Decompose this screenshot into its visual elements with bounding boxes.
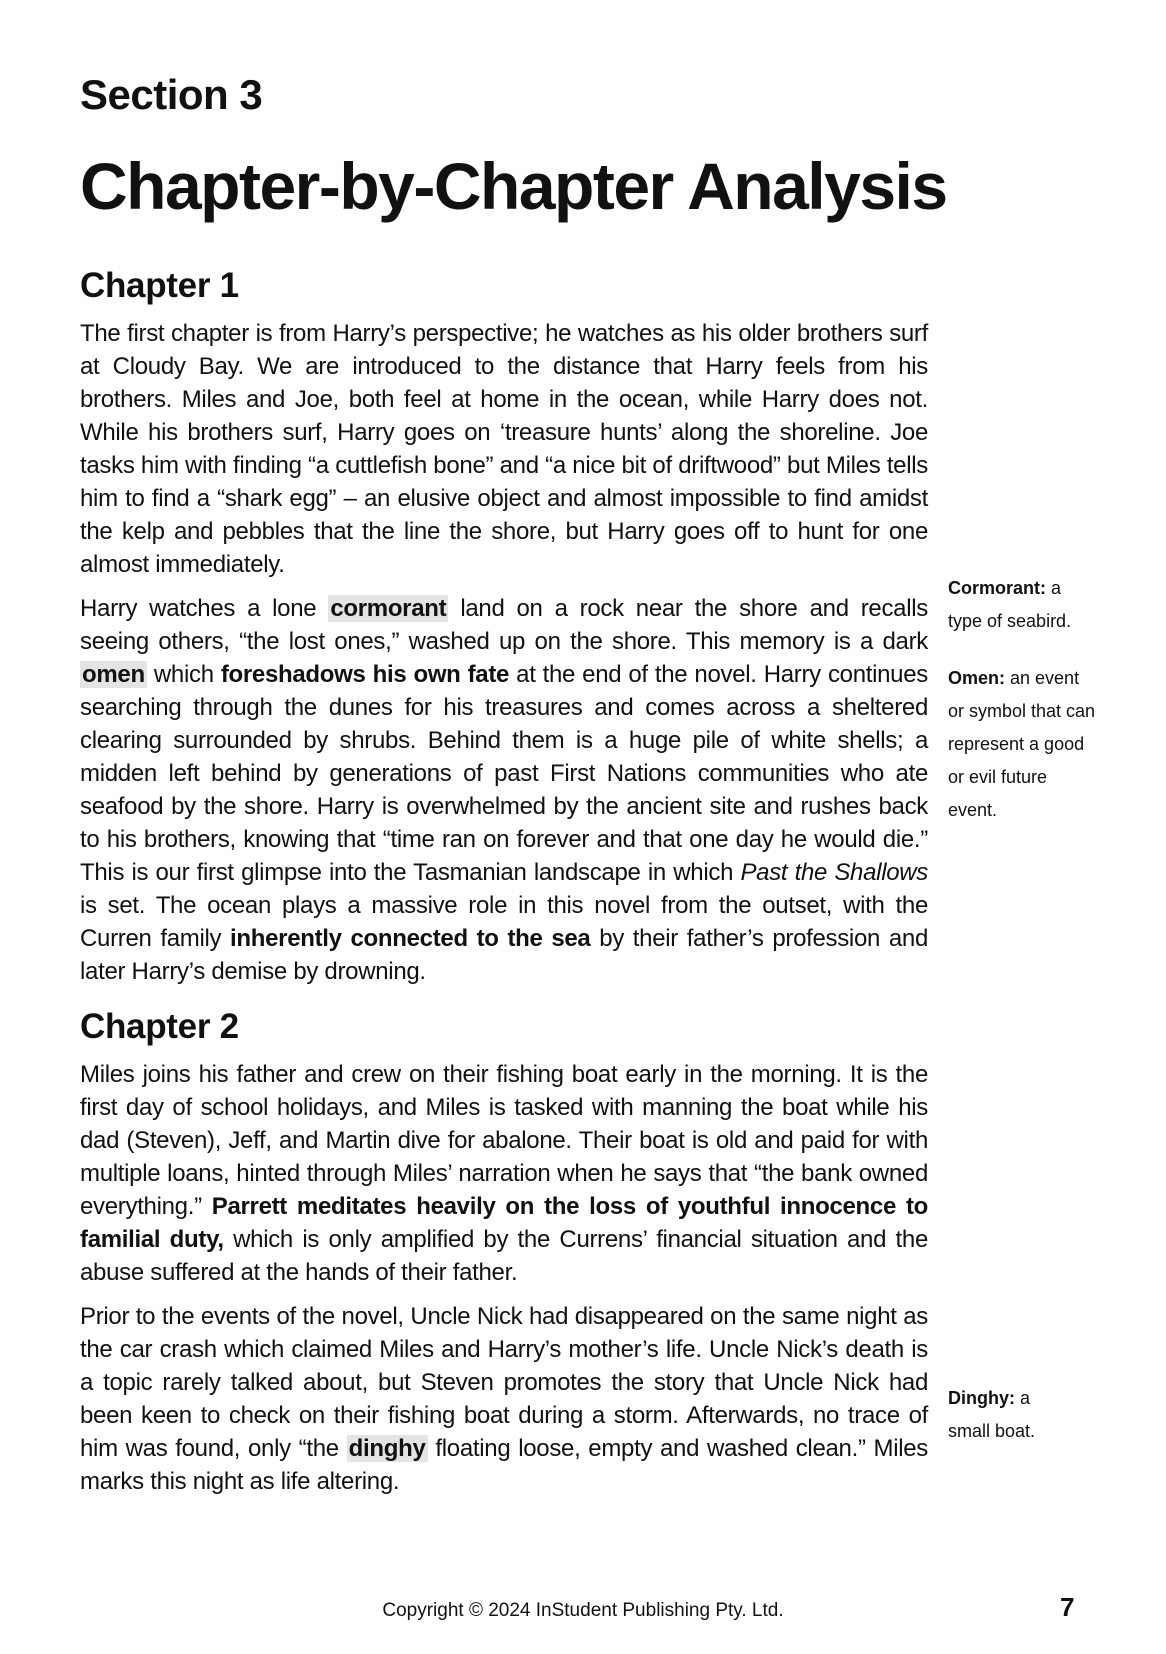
- glossary-cormorant: Cormorant: a type of seabird.: [948, 578, 1072, 631]
- copyright-footer: Copyright © 2024 InStudent Publishing Pty. Ltd.: [382, 1600, 784, 1621]
- chapter-2-paragraph-1: Miles joins his father and crew on their fishing boat early in the morning. It is the first day of school holidays, and Miles is tasked with manning the boat while his dad (Steven), Jeff, and Martin dive for abalone. Their boat is old and paid for with multiple loans, hinted through Miles’ narration when he says that “the bank owned everything.” Parrett meditates heavily on the loss of youthful innocence to familial duty, which is only amplified by the Currens’ financial situation and the abuse suffered at the hands of their father.: [80, 1061, 928, 1286]
- chapter-1-paragraph-1: The first chapter is from Harry’s perspective; he watches as his older brothers surf at Cloudy Bay. We are introduced to the distance that Harry feels from his brothers. Miles and Joe, both feel at home in the ocean, while Harry does not. While his brothers surf, Harry goes on ‘treasure hunts’ along the shoreline. Joe tasks him with finding “a cuttlefish bone” and “a nice bit of driftwood” but Miles tells him to find a “shark egg” – an elusive object and almost impossible to find amidst the kelp and pebbles that the line the shore, but Harry goes off to hunt for one almost immediately.: [80, 320, 928, 578]
- emphasis-foreshadows: foreshadows his own fate: [220, 661, 510, 688]
- novel-title: Past the Shallows: [740, 859, 929, 886]
- page-title: Chapter-by-Chapter Analysis: [80, 149, 947, 223]
- term-dinghy: dinghy: [348, 1435, 426, 1462]
- emphasis-parrett-meditates: Parrett meditates heavily on the loss of youthful innocence to familial duty,: [80, 1193, 928, 1253]
- glossary-omen: Omen: an event or symbol that can represent a good or evil future event.: [948, 668, 1096, 820]
- glossary-dinghy: Dinghy: a small boat.: [948, 1388, 1036, 1441]
- term-omen: omen: [82, 661, 145, 688]
- main-content: [80, 265, 928, 1509]
- chapter-2-paragraph-2: Prior to the events of the novel, Uncle Nick had disappeared on the same night as the car crash which claimed Miles and Harry’s mother’s life. Uncle Nick’s death is a topic rarely talked about, but Steven promotes the story that Uncle Nick had been keen to check on their fishing boat during a storm. Afterwards, no trace of him was found, only “the dinghy floating loose, empty and washed clean.” Miles marks this night as life altering.: [80, 1303, 929, 1495]
- term-cormorant: cormorant: [330, 595, 447, 622]
- chapter-1-paragraph-2: Harry watches a lone cormorant land on a rock near the shore and recalls seeing others, “the lost ones,” washed up on the shore. This memory is a dark omen which foreshadows his own fate at the end of the novel. Harry continues searching through the dunes for his treasures and comes across a sheltered clearing surrounded by shrubs. Behind them is a huge pile of white shells; a midden left behind by generations of past First Nations communities who ate seafood by the shore. Harry is overwhelmed by the ancient site and rushes back to his brothers, knowing that “time ran on forever and that one day he would die.” This is our first glimpse into the Tasmanian landscape in which Past the Shallows is set. The ocean plays a massive role in this novel from the outset, with the Curren family inherently connected to the sea by their father’s profession and later Harry’s demise by drowning.: [80, 595, 929, 985]
- section-label: Section 3: [80, 71, 263, 118]
- chapter-2-heading: Chapter 2: [80, 1007, 239, 1046]
- page-number: 7: [1060, 1592, 1075, 1622]
- chapter-1-heading: Chapter 1: [80, 266, 239, 305]
- emphasis-connected-to-sea: inherently connected to the sea: [230, 925, 591, 952]
